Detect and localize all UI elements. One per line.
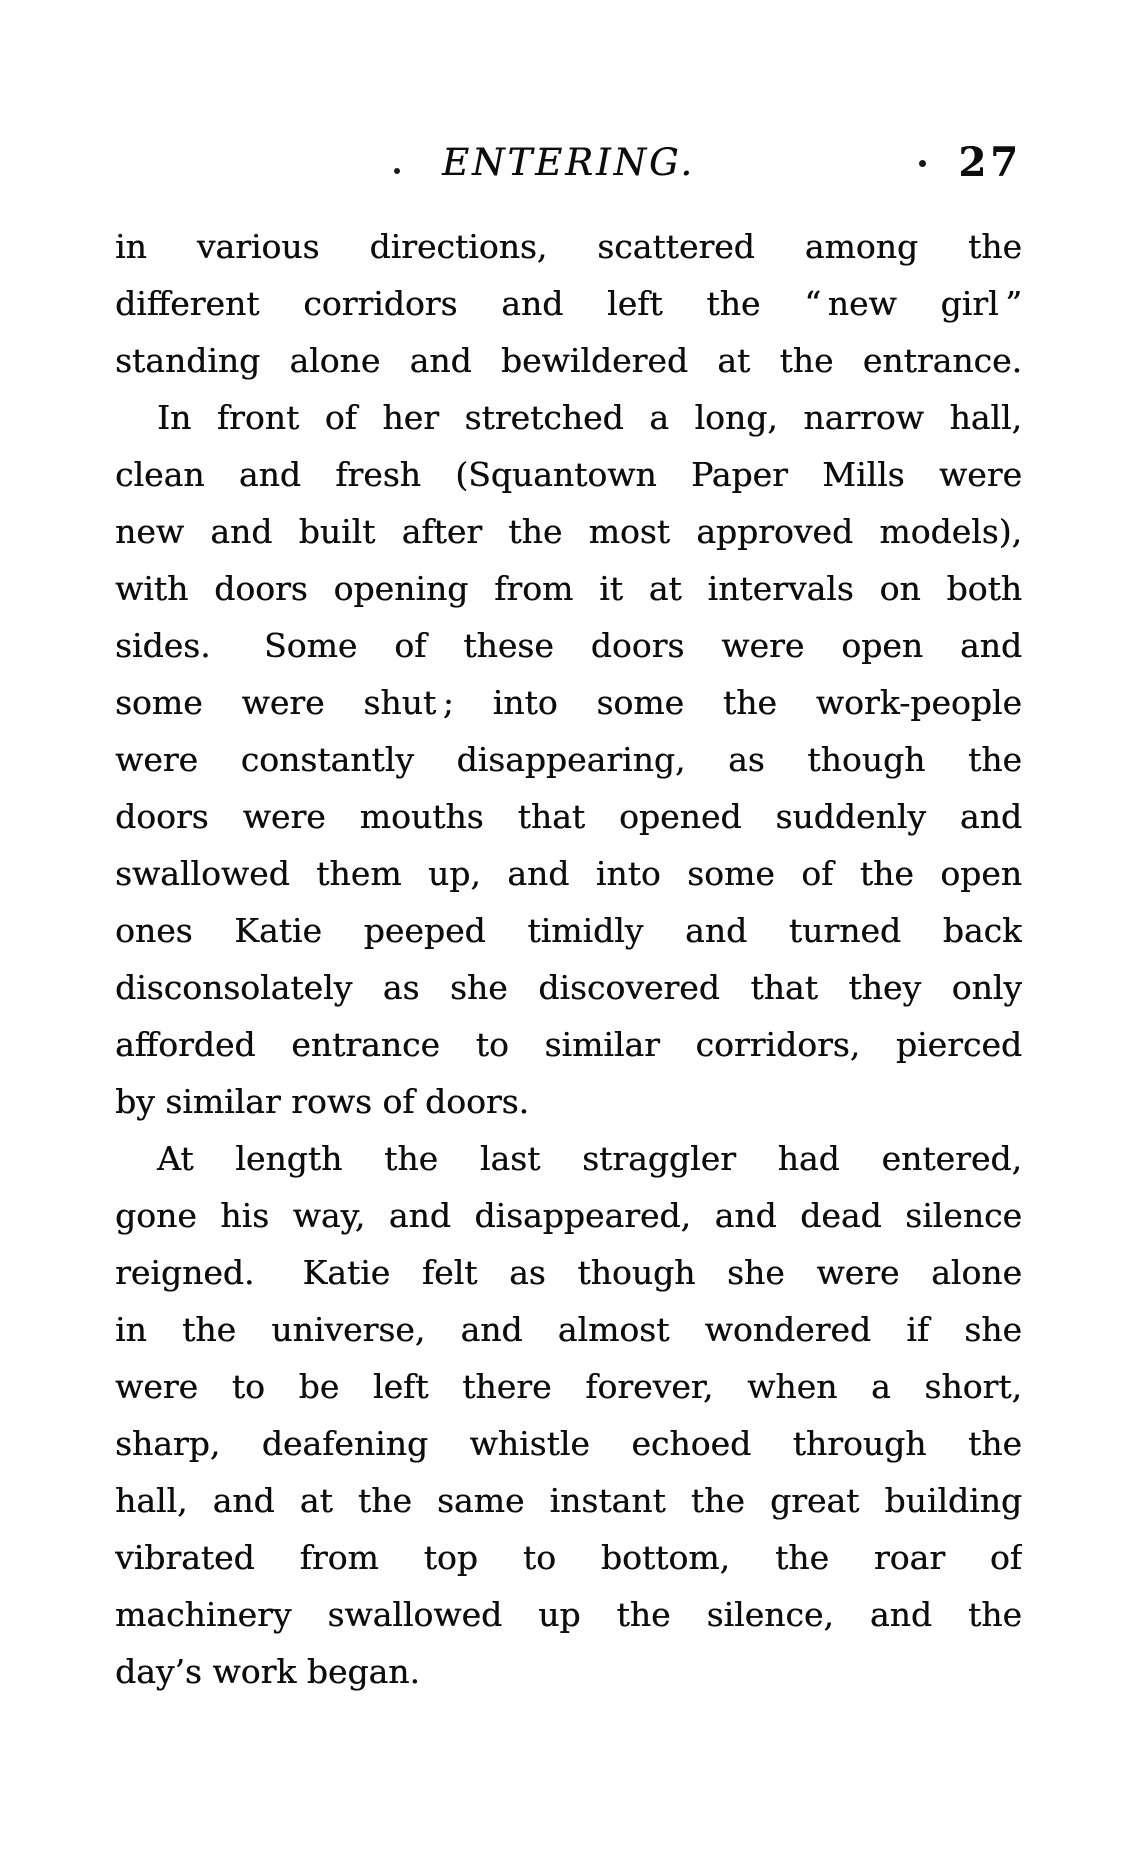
text-line: in various directions, scattered among the (115, 227, 1022, 266)
text-line: were constantly disappearing, as though the (115, 740, 1022, 779)
text-line: disconsolately as she discovered that they only (115, 968, 1022, 1007)
text-line: in the universe, and almost wondered if she (115, 1310, 1022, 1349)
text-line: gone his way, and disappeared, and dead silence (115, 1196, 1022, 1235)
text-line: new and built after the most approved models), (115, 512, 1022, 551)
text-line: swallowed them up, and into some of the open (115, 854, 1022, 893)
text-line: ones Katie peeped timidly and turned back (115, 911, 1022, 950)
paragraph (115, 218, 1022, 389)
text-line: vibrated from top to bottom, the roar of (115, 1538, 1022, 1577)
chapter-title: ENTERING. (442, 141, 695, 184)
running-header (115, 132, 1022, 194)
text-line: At length the last straggler had entered, (157, 1139, 1022, 1178)
text-line: day’s work began. (115, 1652, 420, 1691)
text-column (115, 218, 1022, 1700)
text-line: doors were mouths that opened suddenly and (115, 797, 1022, 836)
text-line: with doors opening from it at intervals on both (115, 569, 1022, 608)
paragraph (115, 389, 1022, 1130)
text-line: standing alone and bewildered at the entrance. (115, 341, 1022, 380)
text-line: reigned. Katie felt as though she were alone (115, 1253, 1022, 1292)
text-line: In front of her stretched a long, narrow hall, (157, 398, 1022, 437)
text-line: afforded entrance to similar corridors, pierced (115, 1025, 1022, 1064)
page-number: 27 (958, 139, 1022, 186)
text-line: clean and fresh (Squantown Paper Mills were (115, 455, 1022, 494)
text-line: sides. Some of these doors were open and (115, 626, 1022, 665)
text-line: some were shut ; into some the work-people (115, 683, 1022, 722)
text-line: machinery swallowed up the silence, and the (115, 1595, 1022, 1634)
text-line: by similar rows of doors. (115, 1082, 530, 1121)
text-line: were to be left there forever, when a short, (115, 1367, 1022, 1406)
text-line: different corridors and left the “ new girl ” (115, 284, 1022, 323)
text-line: sharp, deafening whistle echoed through the (115, 1424, 1022, 1463)
paragraph (115, 1130, 1022, 1700)
text-line: hall, and at the same instant the great building (115, 1481, 1022, 1520)
